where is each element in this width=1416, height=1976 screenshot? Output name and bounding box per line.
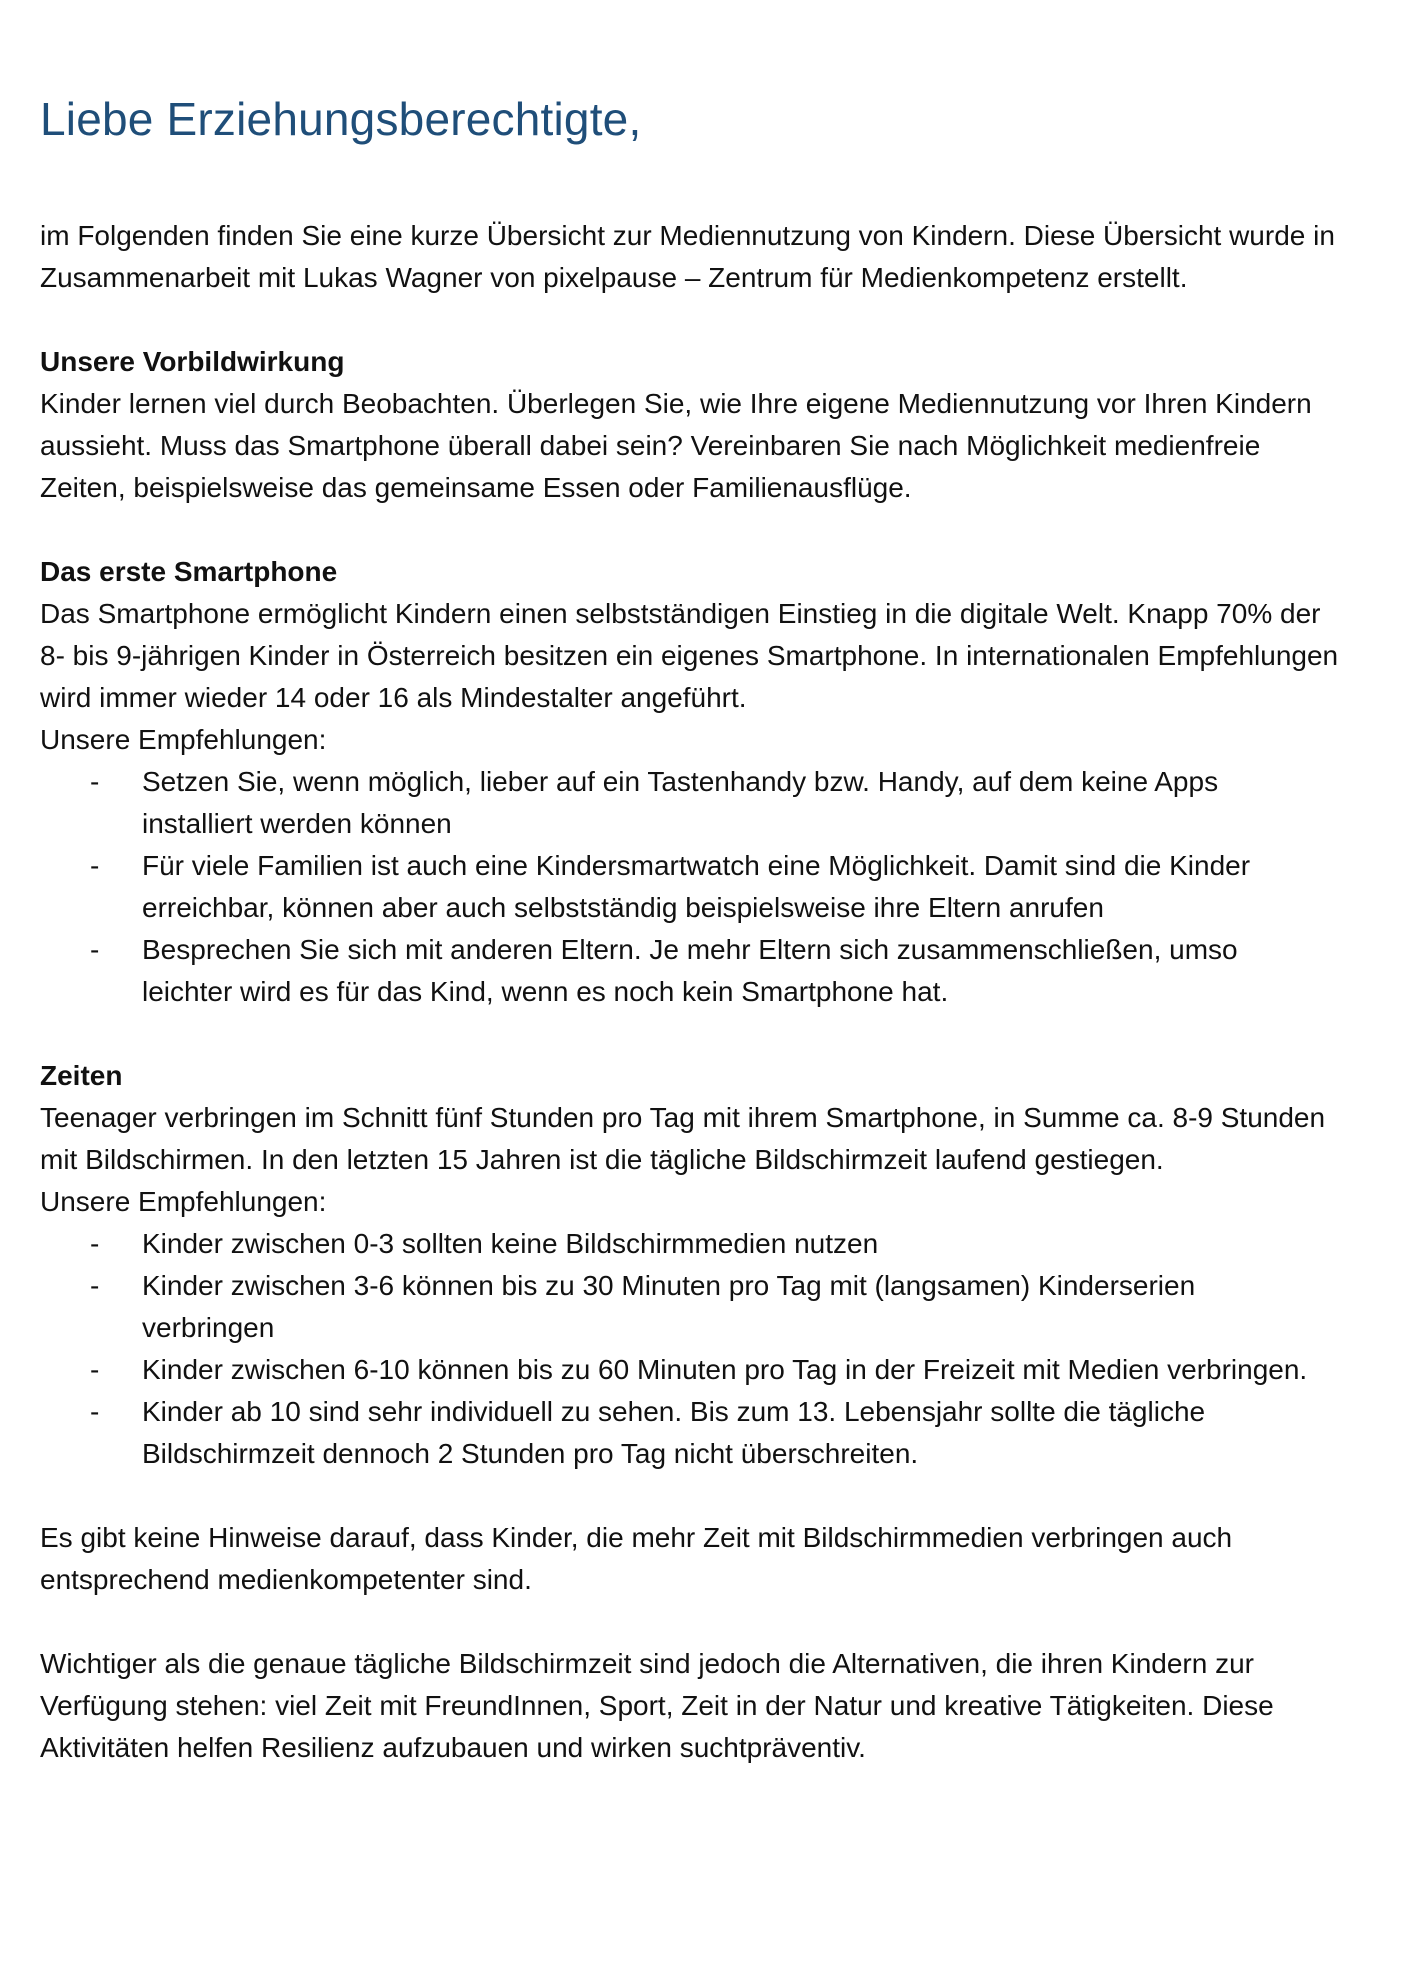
dash-bullet: - <box>90 1228 100 1260</box>
closing-paragraph: Es gibt keine Hinweise darauf, dass Kinder, die mehr Zeit mit Bildschirmmedien verbringen auch entsprechend medienkompetenter sind. <box>40 1522 1233 1596</box>
section-body: Teenager verbringen im Schnitt fünf Stunden pro Tag mit ihrem Smartphone, in Summe ca. 8-9 Stunden mit Bildschirmen. In den letzten 15 Jahren ist die tägliche Bildschirmzeit laufend gestiegen. <box>40 1102 1326 1176</box>
dash-bullet: - <box>90 850 100 882</box>
dash-bullet: - <box>90 766 100 798</box>
section-body: Das Smartphone ermöglicht Kindern einen selbstständigen Einstieg in die digitale Welt. Knapp 70% der 8- bis 9-jährigen Kinder in Österreich besitzen ein eigenes Smartphone. In internationalen Empfehlungen wird immer wieder 14 oder 16 als Mindestalter angeführt. <box>40 598 1339 714</box>
closing-paragraph: Wichtiger als die genaue tägliche Bildschirmzeit sind jedoch die Alternativen, die ihren Kindern zur Verfügung stehen: viel Zeit mit FreundInnen, Sport, Zeit in der Natur und kreative Tätigkeiten. Diese Aktivitäten helfen Resilienz aufzubauen und wirken suchtpräventiv. <box>40 1648 1274 1764</box>
list-item-text: Setzen Sie, wenn möglich, lieber auf ein Tastenhandy bzw. Handy, auf dem keine Apps installiert werden können <box>142 766 1219 840</box>
list-item <box>40 1223 1340 1265</box>
list-item <box>40 1349 1340 1391</box>
dash-bullet: - <box>90 1396 100 1428</box>
list-item-text: Kinder zwischen 3-6 können bis zu 30 Minuten pro Tag mit (langsamen) Kinderserien verbringen <box>142 1270 1196 1344</box>
document-page <box>40 92 1340 1769</box>
section-vorbildwirkung <box>40 341 1340 509</box>
recommendation-list <box>40 1223 1340 1475</box>
dash-bullet: - <box>90 1354 100 1386</box>
list-label: Unsere Empfehlungen: <box>40 1186 327 1218</box>
section-heading: Unsere Vorbildwirkung <box>40 346 345 378</box>
section-body: Kinder lernen viel durch Beobachten. Überlegen Sie, wie Ihre eigene Mediennutzung vor Ihren Kindern aussieht. Muss das Smartphone überall dabei sein? Vereinbaren Sie nach Möglichkeit medienfreie Zeiten, beispielsweise das gemeinsame Essen oder Familienausflüge. <box>40 388 1312 504</box>
closing-section-2 <box>40 1643 1340 1769</box>
dash-bullet: - <box>90 934 100 966</box>
list-item-text: Für viele Familien ist auch eine Kindersmartwatch eine Möglichkeit. Damit sind die Kinder erreichbar, können aber auch selbstständig beispielsweise ihre Eltern anrufen <box>142 850 1251 924</box>
recommendation-list <box>40 761 1340 1013</box>
list-item <box>40 761 1340 845</box>
dash-bullet: - <box>90 1270 100 1302</box>
list-label: Unsere Empfehlungen: <box>40 724 327 756</box>
list-item-text: Kinder ab 10 sind sehr individuell zu sehen. Bis zum 13. Lebensjahr sollte die tägliche Bildschirmzeit dennoch 2 Stunden pro Tag nicht überschreiten. <box>142 1396 1206 1470</box>
list-item-text: Kinder zwischen 0-3 sollten keine Bildschirmmedien nutzen <box>142 1228 879 1260</box>
closing-section-1 <box>40 1517 1340 1601</box>
section-erstes-smartphone <box>40 551 1340 1013</box>
intro-paragraph: im Folgenden finden Sie eine kurze Übersicht zur Mediennutzung von Kindern. Diese Übersicht wurde in Zusammenarbeit mit Lukas Wagner von pixelpause – Zentrum für Medienkompetenz erstellt. <box>40 220 1335 294</box>
list-item-text: Kinder zwischen 6-10 können bis zu 60 Minuten pro Tag in der Freizeit mit Medien verbringen. <box>142 1354 1308 1386</box>
section-zeiten <box>40 1055 1340 1475</box>
list-item <box>40 1391 1340 1475</box>
section-heading: Das erste Smartphone <box>40 556 338 588</box>
list-item-text: Besprechen Sie sich mit anderen Eltern. Je mehr Eltern sich zusammenschließen, umso leichter wird es für das Kind, wenn es noch kein Smartphone hat. <box>142 934 1238 1008</box>
list-item <box>40 1265 1340 1349</box>
section-heading: Zeiten <box>40 1060 123 1092</box>
list-item <box>40 929 1340 1013</box>
list-item <box>40 845 1340 929</box>
page-title: Liebe Erziehungsberechtigte, <box>40 93 642 145</box>
